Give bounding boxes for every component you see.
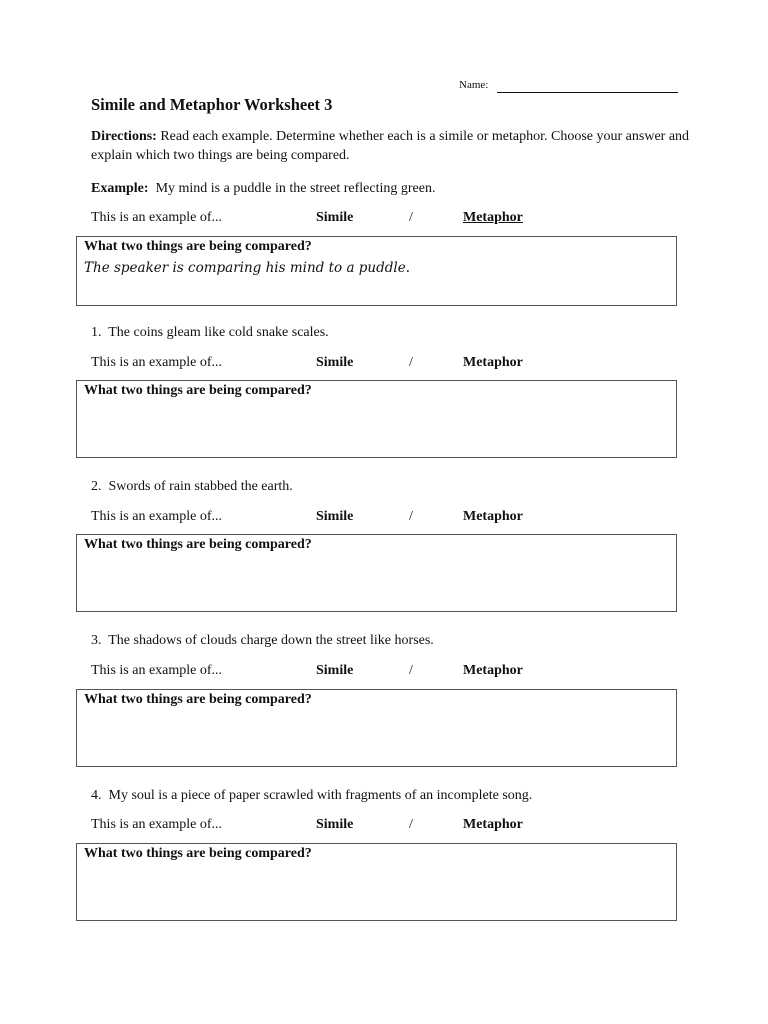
simile-option[interactable]: Simile	[316, 355, 354, 370]
name-field[interactable]	[497, 92, 678, 93]
choice-prompt: This is an example of...	[91, 509, 223, 524]
question-3	[91, 633, 434, 649]
choice-separator: /	[409, 817, 413, 832]
directions	[91, 127, 691, 165]
metaphor-option-selected[interactable]: Metaphor	[463, 210, 523, 225]
question-2-choice-row	[91, 509, 571, 529]
simile-option[interactable]: Simile	[316, 210, 354, 225]
choice-prompt: This is an example of...	[91, 817, 223, 832]
question-number: 4.	[91, 788, 102, 803]
directions-label: Directions:	[91, 129, 157, 144]
example-choice-row	[91, 210, 571, 230]
metaphor-option[interactable]: Metaphor	[463, 509, 523, 524]
example-answer-box[interactable]	[76, 236, 677, 306]
question-1	[91, 325, 329, 341]
metaphor-option[interactable]: Metaphor	[463, 817, 523, 832]
choice-separator: /	[409, 355, 413, 370]
directions-text: Read each example. Determine whether each is a simile or metaphor. Choose your answer and explain which two things are being compared.	[91, 129, 690, 163]
question-1-choice-row	[91, 355, 571, 375]
question-2-answer-box[interactable]	[76, 534, 677, 612]
question-3-choice-row	[91, 663, 571, 683]
page-title: Simile and Metaphor Worksheet 3	[91, 95, 333, 114]
name-label: Name:	[459, 79, 489, 91]
question-number: 2.	[91, 479, 102, 494]
question-sentence: The shadows of clouds charge down the street like horses.	[108, 633, 434, 648]
answer-box-label: What two things are being compared?	[84, 692, 312, 707]
choice-prompt: This is an example of...	[91, 663, 223, 678]
answer-box-label: What two things are being compared?	[84, 239, 312, 254]
example-answer-text: The speaker is comparing his mind to a puddle.	[84, 260, 410, 276]
question-sentence: My soul is a piece of paper scrawled with fragments of an incomplete song.	[108, 788, 533, 803]
example-sentence-line	[91, 181, 435, 197]
question-3-answer-box[interactable]	[76, 689, 677, 767]
question-2	[91, 479, 293, 495]
example-label: Example:	[91, 181, 149, 196]
choice-prompt: This is an example of...	[91, 355, 223, 370]
question-sentence: Swords of rain stabbed the earth.	[108, 479, 293, 494]
example-sentence: My mind is a puddle in the street reflecting green.	[155, 181, 436, 196]
choice-separator: /	[409, 663, 413, 678]
simile-option[interactable]: Simile	[316, 817, 354, 832]
choice-separator: /	[409, 210, 413, 225]
answer-box-label: What two things are being compared?	[84, 383, 312, 398]
question-number: 1.	[91, 325, 102, 340]
question-4	[91, 788, 532, 804]
question-number: 3.	[91, 633, 102, 648]
question-sentence: The coins gleam like cold snake scales.	[108, 325, 329, 340]
question-4-choice-row	[91, 817, 571, 837]
answer-box-label: What two things are being compared?	[84, 537, 312, 552]
choice-separator: /	[409, 509, 413, 524]
simile-option[interactable]: Simile	[316, 663, 354, 678]
simile-option[interactable]: Simile	[316, 509, 354, 524]
question-4-answer-box[interactable]	[76, 843, 677, 921]
question-1-answer-box[interactable]	[76, 380, 677, 458]
answer-box-label: What two things are being compared?	[84, 846, 312, 861]
metaphor-option[interactable]: Metaphor	[463, 663, 523, 678]
choice-prompt: This is an example of...	[91, 210, 223, 225]
metaphor-option[interactable]: Metaphor	[463, 355, 523, 370]
